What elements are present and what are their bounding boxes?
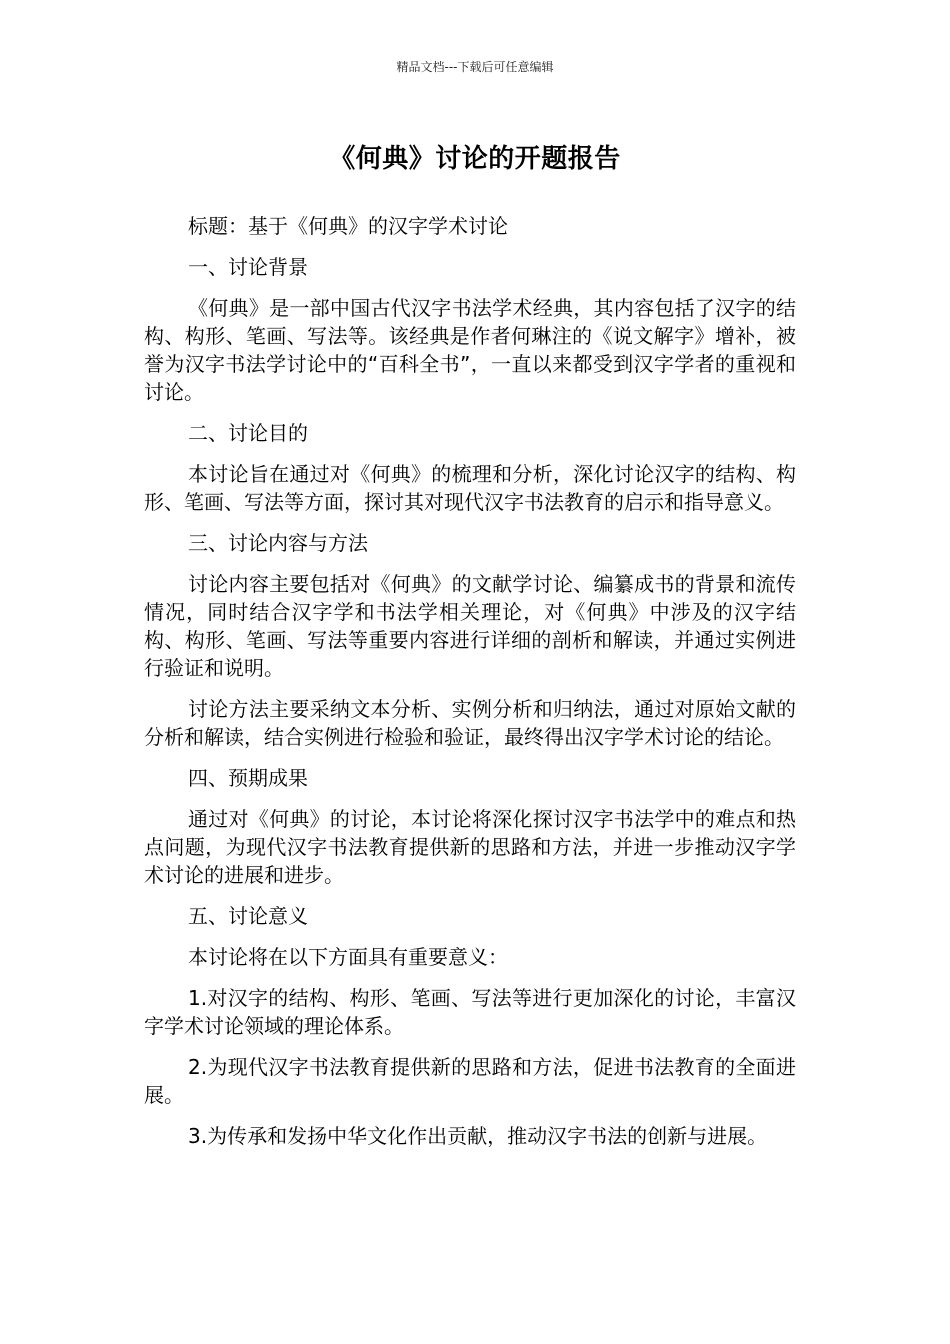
method-paragraph: 讨论方法主要采纳文本分析、实例分析和归纳法，通过对原始文献的分析和解读，结合实例进行检验和验证，最终得出汉字学术讨论的结论。 <box>144 697 796 749</box>
purpose-paragraph: 本讨论旨在通过对《何典》的梳理和分析，深化讨论汉字的结构、构形、笔画、写法等方面，探讨其对现代汉字书法教育的启示和指导意义。 <box>144 462 796 514</box>
significance-item-2: 2.为现代汉字书法教育提供新的思路和方法，促进书法教育的全面进展。 <box>144 1055 796 1107</box>
significance-item-1: 1.对汉字的结构、构形、笔画、写法等进行更加深化的讨论，丰富汉字学术讨论领域的理论体系。 <box>144 986 796 1038</box>
document-title: 《何典》讨论的开题报告 <box>329 144 621 174</box>
section-heading-purpose: 二、讨论目的 <box>188 421 308 445</box>
section-heading-content-method: 三、讨论内容与方法 <box>188 531 368 555</box>
section-heading-expected-results: 四、预期成果 <box>188 766 308 790</box>
section-heading-significance: 五、讨论意义 <box>188 904 308 928</box>
background-paragraph: 《何典》是一部中国古代汉字书法学术经典，其内容包括了汉字的结构、构形、笔画、写法等。该经典是作者何琳注的《说文解字》增补，被誉为汉字书法学讨论中的“百科全书”，一直以来都受到汉字学者的重视和讨论。 <box>144 296 796 404</box>
significance-item-3: 3.为传承和发扬中华文化作出贡献，推动汉字书法的创新与进展。 <box>188 1124 768 1148</box>
section-heading-background: 一、讨论背景 <box>188 255 308 279</box>
significance-intro: 本讨论将在以下方面具有重要意义： <box>188 945 508 969</box>
subject-line: 标题：基于《何典》的汉字学术讨论 <box>188 214 508 238</box>
document-body <box>144 212 796 1163</box>
header-note: 精品文档---下载后可任意编辑 <box>396 60 554 74</box>
content-paragraph: 讨论内容主要包括对《何典》的文献学讨论、编纂成书的背景和流传情况，同时结合汉字学和书法学相关理论，对《何典》中涉及的汉字结构、构形、笔画、写法等重要内容进行详细的剖析和解读，并通过实例进行验证和说明。 <box>144 572 796 680</box>
expected-results-paragraph: 通过对《何典》的讨论，本讨论将深化探讨汉字书法学中的难点和热点问题，为现代汉字书法教育提供新的思路和方法，并进一步推动汉字学术讨论的进展和进步。 <box>144 807 796 887</box>
